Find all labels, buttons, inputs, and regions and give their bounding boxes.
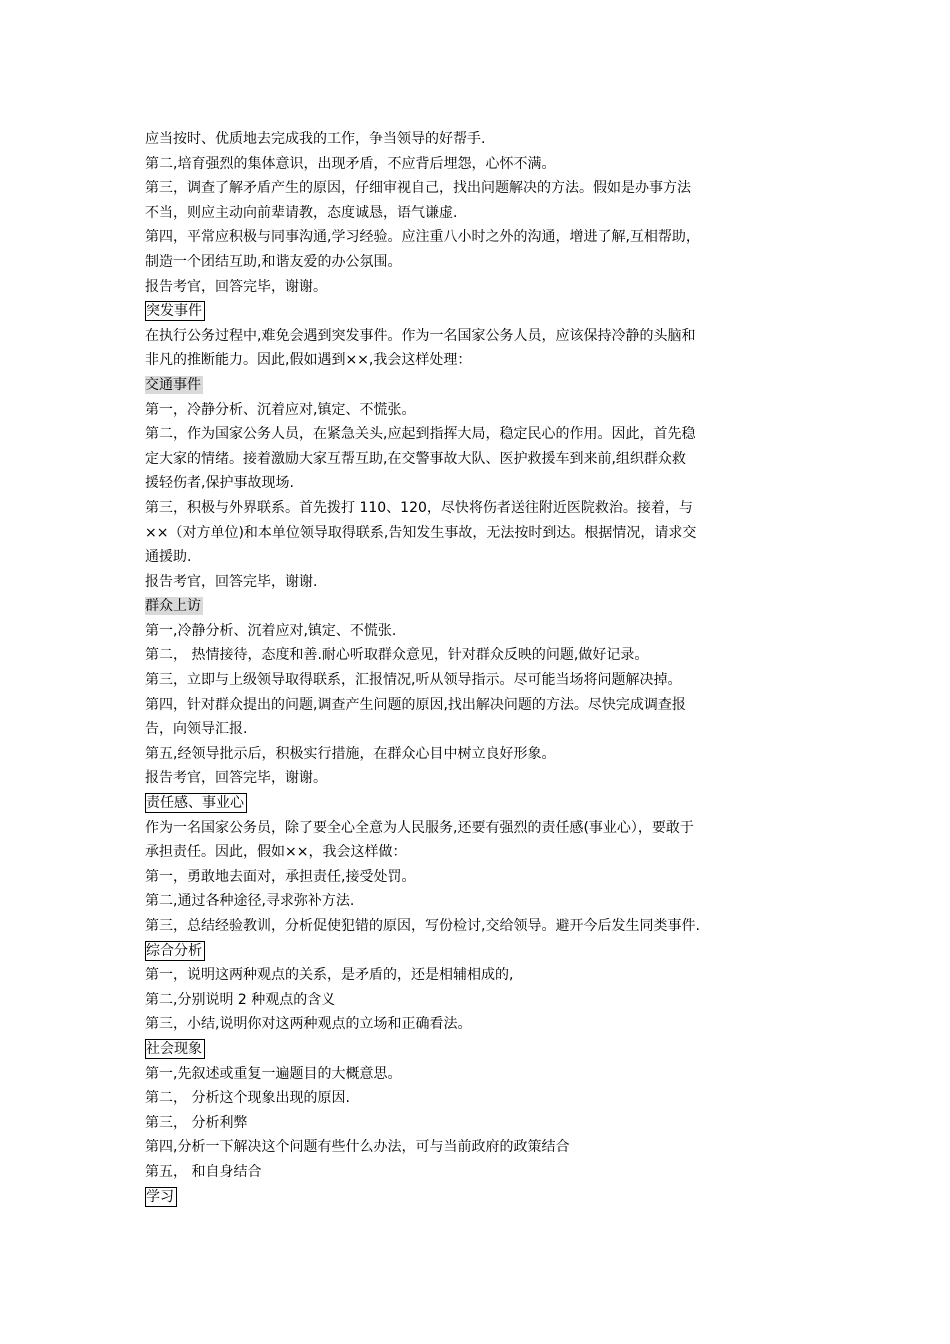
paragraph-group-7	[145, 1062, 825, 1185]
text-line: 承担责任。因此，假如××，我会这样做：	[145, 844, 407, 861]
section-heading-emergency: 突发事件	[145, 301, 205, 321]
text-line: 定大家的情绪。接着激励大家互帮互助,在交警事故大队、医护救援车到来前,组织群众救	[145, 450, 686, 467]
text-line: 通援助.	[145, 549, 192, 566]
text-line: 第一,冷静分析、沉着应对,镇定、不慌张.	[145, 622, 397, 639]
section-heading-responsibility: 责任感、事业心	[145, 793, 247, 813]
document-page	[145, 127, 825, 1209]
text-line: 作为一名国家公务员，除了要全心全意为人民服务,还要有强烈的责任感(事业心），要敢于	[145, 819, 694, 836]
text-line: 第一，说明这两种观点的关系，是矛盾的，还是相辅相成的,	[145, 967, 514, 984]
text-line: 第二,培育强烈的集体意识，出现矛盾，不应背后埋怨，心怀不满。	[145, 155, 556, 172]
text-line: 第四，针对群众提出的问题,调查产生问题的原因,找出解决问题的方法。尽快完成调查报	[145, 696, 686, 713]
text-line: 第二， 热情接待，态度和善.耐心听取群众意见，针对群众反映的问题,做好记录。	[145, 647, 649, 664]
text-line: 第二,通过各种途径,寻求弥补方法.	[145, 893, 355, 910]
section-heading-study: 学习	[145, 1187, 177, 1207]
text-line: 第四，平常应积极与同事沟通,学习经验。应注重八小时之外的沟通，增进了解,互相帮助，	[145, 229, 700, 246]
paragraph-group-6	[145, 963, 825, 1037]
text-line: 第一,先叙述或重复一遍题目的大概意思。	[145, 1065, 402, 1082]
text-line: 第三，小结,说明你对这两种观点的立场和正确看法。	[145, 1016, 472, 1033]
text-line: 告，向领导汇报.	[145, 721, 248, 738]
section-heading-petition: 群众上访	[145, 598, 201, 615]
text-line: 制造一个团结互助,和谐友爱的办公氛围。	[145, 253, 402, 270]
text-line: 援轻伤者,保护事故现场.	[145, 475, 294, 492]
text-line: 第三，调查了解矛盾产生的原因，仔细审视自己，找出问题解决的方法。假如是办事方法	[145, 180, 691, 197]
section-heading-analysis: 综合分析	[145, 941, 205, 961]
section-heading-social: 社会现象	[145, 1039, 205, 1059]
text-line: 第三，积极与外界联系。首先拨打 110、120，尽快将伤者送往附近医院救治。接着，与	[145, 499, 693, 516]
text-line: 第五， 和自身结合	[145, 1163, 262, 1180]
section-heading-row	[145, 594, 825, 619]
text-line: 第一，冷静分析、沉着应对,镇定、不慌张。	[145, 401, 416, 418]
text-line: 第二， 分析这个现象出现的原因.	[145, 1090, 350, 1107]
section-heading-row	[145, 1037, 825, 1062]
text-line: ××（对方单位)和本单位领导取得联系,告知发生事故，无法按时到达。根据情况，请求交	[145, 524, 697, 541]
text-line: 不当，则应主动向前辈请教，态度诚恳，语气谦虚.	[145, 204, 458, 221]
text-line: 第四,分析一下解决这个问题有些什么办法，可与当前政府的政策结合	[145, 1139, 570, 1156]
text-line: 第二,分别说明 2 种观点的含义	[145, 991, 336, 1008]
paragraph-group-3	[145, 398, 825, 595]
text-line: 报告考官，回答完毕，谢谢.	[145, 573, 318, 590]
section-heading-row	[145, 939, 825, 964]
section-heading-row	[145, 299, 825, 324]
section-heading-row	[145, 373, 825, 398]
text-line: 第一，勇敢地去面对，承担责任,接受处罚。	[145, 868, 416, 885]
text-line: 应当按时、优质地去完成我的工作，争当领导的好帮手.	[145, 131, 486, 147]
section-heading-row	[145, 791, 825, 816]
paragraph-group-2	[145, 324, 825, 373]
text-line: 报告考官，回答完毕，谢谢。	[145, 278, 327, 295]
text-line: 非凡的推断能力。因此,假如遇到××,我会这样处理：	[145, 352, 472, 369]
text-line: 第三，总结经验教训，分析促使犯错的原因，写份检讨,交给领导。避开今后发生同类事件.	[145, 918, 700, 934]
paragraph-group-1	[145, 127, 825, 299]
text-line: 第三，立即与上级领导取得联系，汇报情况,听从领导指示。尽可能当场将问题解决掉。	[145, 672, 682, 689]
section-heading-traffic: 交通事件	[145, 376, 201, 393]
text-line: 第二，作为国家公务人员，在紧急关头,应起到指挥大局，稳定民心的作用。因此，首先稳	[145, 426, 696, 443]
text-line: 报告考官，回答完毕，谢谢。	[145, 770, 327, 787]
section-heading-row	[145, 1185, 825, 1210]
text-line: 第三， 分析利弊	[145, 1114, 248, 1131]
text-line: 第五,经领导批示后，积极实行措施，在群众心目中树立良好形象。	[145, 745, 556, 762]
paragraph-group-5	[145, 816, 825, 939]
paragraph-group-4	[145, 619, 825, 791]
text-line: 在执行公务过程中,难免会遇到突发事件。作为一名国家公务人员，应该保持冷静的头脑和	[145, 327, 696, 344]
